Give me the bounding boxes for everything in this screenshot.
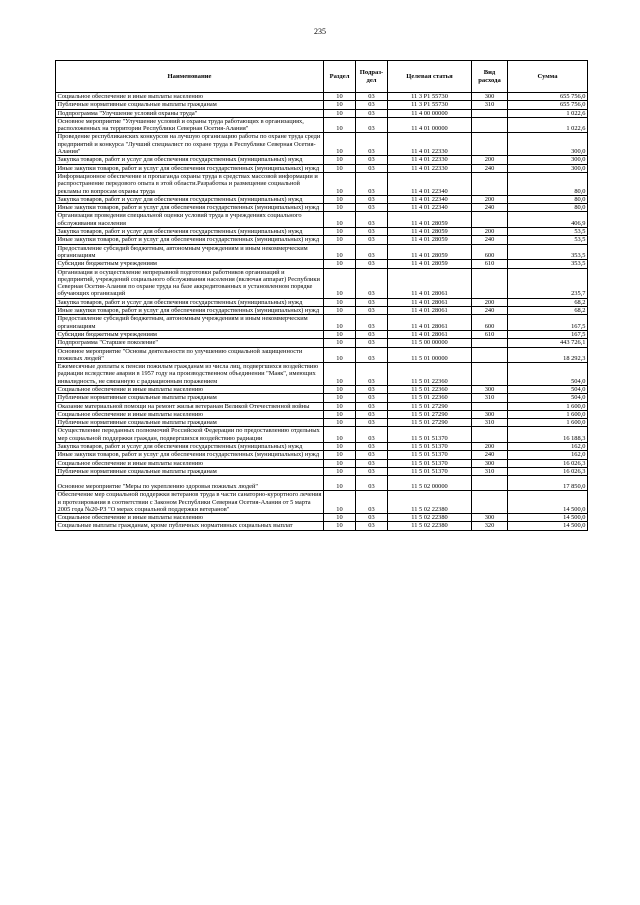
row-name: Закупка товаров, работ и услуг для обеспечения государственных (муниципальных) нужд [56,298,324,306]
row-section: 10 [324,204,356,212]
table-row [56,476,588,491]
row-name: Закупка товаров, работ и услуг для обеспечения государственных (муниципальных) нужд [56,228,324,236]
row-name: Основное мероприятие "Основы деятельности по улучшению социальной защищенности пожилых людей" [56,347,324,363]
row-subsection: 03 [356,307,388,315]
row-sum: 53,5 [508,228,588,236]
row-section: 10 [324,491,356,514]
row-target: 11 5 02 22380 [388,491,472,514]
row-subsection: 03 [356,195,388,203]
row-name: Подпрограмма "Старшее поколение" [56,339,324,347]
row-sum: 162,0 [508,443,588,451]
header-expense-type: Вид расхода [472,61,508,93]
row-name: Иные закупки товаров, работ и услуг для обеспечения государственных (муниципальных) нужд [56,307,324,315]
table-row [56,514,588,522]
row-target: 11 5 01 51370 [388,427,472,443]
row-subsection: 03 [356,514,388,522]
row-target: 11 4 01 28061 [388,268,472,298]
row-name: Публичные нормативные социальные выплаты гражданам [56,419,324,427]
row-sum: 14 500,0 [508,491,588,514]
row-subsection: 03 [356,522,388,530]
row-target: 11 5 01 22360 [388,394,472,402]
row-name: Основное мероприятие "Меры по укреплению здоровья пожилых людей" [56,476,324,491]
row-section: 10 [324,467,356,475]
row-section: 10 [324,236,356,244]
row-name: Иные закупки товаров, работ и услуг для обеспечения государственных (муниципальных) нужд [56,451,324,459]
row-name: Организация проведения специальной оценки условий труда в учреждениях социального обслуживания населения [56,212,324,228]
row-name: Иные закупки товаров, работ и услуг для обеспечения государственных (муниципальных) нужд [56,236,324,244]
row-expense-type [472,212,508,228]
row-name: Субсидии бюджетным учреждениям [56,330,324,338]
row-section: 10 [324,244,356,260]
row-target: 11 4 01 28059 [388,244,472,260]
row-subsection: 03 [356,339,388,347]
table-row [56,394,588,402]
table-row [56,164,588,172]
row-subsection: 03 [356,402,388,410]
row-expense-type: 300 [472,410,508,418]
row-sum: 80,0 [508,195,588,203]
table-row [56,363,588,386]
table-row [56,268,588,298]
row-subsection: 03 [356,491,388,514]
row-expense-type [472,117,508,133]
row-name: Оказание материальной помощи на ремонт жилья ветеранам Великой Отечественной войны [56,402,324,410]
row-sum: 16 026,3 [508,459,588,467]
row-sum: 68,2 [508,298,588,306]
row-subsection: 03 [356,419,388,427]
row-name: Социальное обеспечение и иные выплаты населению [56,459,324,467]
row-name: Закупка товаров, работ и услуг для обеспечения государственных (муниципальных) нужд [56,443,324,451]
row-target: 11 4 01 22330 [388,164,472,172]
table-body [56,93,588,531]
table-row [56,172,588,195]
header-target: Целевая статья [388,61,472,93]
row-subsection: 03 [356,228,388,236]
row-expense-type [472,339,508,347]
header-subsection: Подраз- дел [356,61,388,93]
row-sum: 300,0 [508,156,588,164]
row-expense-type: 240 [472,204,508,212]
row-sum: 162,0 [508,451,588,459]
row-section: 10 [324,268,356,298]
row-section: 10 [324,228,356,236]
row-target: 11 5 01 22360 [388,385,472,393]
row-name: Закупка товаров, работ и услуг для обеспечения государственных (муниципальных) нужд [56,195,324,203]
row-target: 11 4 01 28059 [388,236,472,244]
row-section: 10 [324,156,356,164]
page-number: 235 [314,27,326,36]
row-subsection: 03 [356,394,388,402]
row-expense-type [472,402,508,410]
row-target: 11 4 01 22340 [388,172,472,195]
row-name: Публичные нормативные социальные выплаты гражданам [56,394,324,402]
row-section: 10 [324,419,356,427]
row-target: 11 5 01 51370 [388,467,472,475]
table-row [56,410,588,418]
row-sum: 14 500,0 [508,514,588,522]
row-target: 11 4 01 28059 [388,212,472,228]
row-target: 11 4 01 00000 [388,117,472,133]
row-section: 10 [324,522,356,530]
row-subsection: 03 [356,427,388,443]
row-expense-type: 200 [472,443,508,451]
row-name: Закупка товаров, работ и услуг для обеспечения государственных (муниципальных) нужд [56,156,324,164]
row-sum: 17 850,0 [508,476,588,491]
row-expense-type [472,427,508,443]
row-subsection: 03 [356,212,388,228]
table-row [56,467,588,475]
row-section: 10 [324,451,356,459]
row-expense-type [472,476,508,491]
row-target: 11 5 01 51370 [388,451,472,459]
table-row [56,451,588,459]
row-section: 10 [324,427,356,443]
row-section: 10 [324,402,356,410]
row-section: 10 [324,117,356,133]
row-sum: 80,0 [508,172,588,195]
row-sum: 53,5 [508,236,588,244]
table-row [56,156,588,164]
table-row [56,427,588,443]
row-sum: 353,5 [508,244,588,260]
table-row [56,459,588,467]
table-row [56,522,588,530]
budget-table [55,60,588,531]
table-row [56,101,588,109]
row-section: 10 [324,385,356,393]
row-name: Проведение республиканских конкурсов на лучшую организацию работы по охране труда среди предприятий и конкурса "Лучший специалист по охране труда в Республике Северная Осетия-Алания" [56,133,324,156]
row-expense-type: 310 [472,419,508,427]
row-section: 10 [324,347,356,363]
row-name: Иные закупки товаров, работ и услуг для обеспечения государственных (муниципальных) нужд [56,164,324,172]
row-subsection: 03 [356,101,388,109]
row-expense-type [472,347,508,363]
header-section: Раздел [324,61,356,93]
row-target: 11 4 01 28059 [388,228,472,236]
row-section: 10 [324,476,356,491]
table-row [56,133,588,156]
header-sum: Сумма [508,61,588,93]
row-subsection: 03 [356,164,388,172]
table-row [56,93,588,101]
row-target: 11 4 01 28061 [388,307,472,315]
row-expense-type [472,268,508,298]
row-sum: 655 756,0 [508,93,588,101]
row-expense-type: 200 [472,228,508,236]
row-name: Иные закупки товаров, работ и услуг для обеспечения государственных (муниципальных) нужд [56,204,324,212]
row-name: Основное мероприятие "Улучшение условий и охраны труда работающих в организациях, расположенных на территории Республики Северная Осетия-Алания" [56,117,324,133]
row-section: 10 [324,339,356,347]
row-subsection: 03 [356,347,388,363]
table-row [56,419,588,427]
row-target: 11 4 01 28061 [388,330,472,338]
table-row [56,339,588,347]
row-expense-type: 240 [472,451,508,459]
row-expense-type: 610 [472,260,508,268]
row-expense-type [472,133,508,156]
row-sum: 353,5 [508,260,588,268]
row-subsection: 03 [356,109,388,117]
table-header-row [56,61,588,93]
row-section: 10 [324,410,356,418]
table-row [56,244,588,260]
table-row [56,109,588,117]
row-sum: 167,5 [508,330,588,338]
row-expense-type: 320 [472,522,508,530]
row-target: 11 5 01 27290 [388,402,472,410]
row-target: 11 5 00 00000 [388,339,472,347]
row-sum: 443 726,1 [508,339,588,347]
row-section: 10 [324,109,356,117]
row-target: 11 5 02 22380 [388,514,472,522]
row-subsection: 03 [356,244,388,260]
table-row [56,347,588,363]
row-subsection: 03 [356,459,388,467]
row-target: 11 5 01 27290 [388,419,472,427]
row-expense-type: 240 [472,236,508,244]
row-target: 11 4 01 28061 [388,298,472,306]
row-subsection: 03 [356,385,388,393]
row-name: Предоставление субсидий бюджетным, автономным учреждениям и иным некоммерческим организациям [56,315,324,331]
row-subsection: 03 [356,443,388,451]
row-sum: 235,7 [508,268,588,298]
row-expense-type [472,363,508,386]
row-name: Ежемесячные доплаты к пенсии пожилым гражданам из числа лиц, подвергшихся воздействию радиации вследствие аварии в 1957 году на производственном объединении "Маяк", имеющих инвалидность, не связанную с радиационным поражением [56,363,324,386]
row-section: 10 [324,394,356,402]
table-row [56,330,588,338]
row-section: 10 [324,330,356,338]
row-name: Социальное обеспечение и иные выплаты населению [56,93,324,101]
row-sum: 167,5 [508,315,588,331]
row-sum: 406,9 [508,212,588,228]
row-sum: 14 500,0 [508,522,588,530]
row-subsection: 03 [356,156,388,164]
table-row [56,402,588,410]
row-subsection: 03 [356,204,388,212]
row-sum: 16 026,3 [508,467,588,475]
row-name: Социальное обеспечение и иные выплаты населению [56,385,324,393]
table-row [56,204,588,212]
row-subsection: 03 [356,451,388,459]
row-subsection: 03 [356,330,388,338]
row-section: 10 [324,172,356,195]
row-expense-type: 600 [472,244,508,260]
row-expense-type: 310 [472,101,508,109]
row-section: 10 [324,315,356,331]
row-target: 11 4 01 28059 [388,260,472,268]
row-expense-type: 200 [472,195,508,203]
row-expense-type: 600 [472,315,508,331]
table-row [56,236,588,244]
row-subsection: 03 [356,117,388,133]
row-expense-type: 200 [472,298,508,306]
table-row [56,260,588,268]
table-row [56,307,588,315]
row-name: Предоставление субсидий бюджетным, автономным учреждениям и иным некоммерческим организациям [56,244,324,260]
row-sum: 1 022,6 [508,117,588,133]
row-expense-type: 300 [472,93,508,101]
row-sum: 1 600,0 [508,402,588,410]
row-target: 11 4 00 00000 [388,109,472,117]
row-subsection: 03 [356,363,388,386]
row-name: Осуществление переданных полномочий Российской Федерации по предоставлению отдельных мер социальной поддержки граждан, подвергшихся воздействию радиации [56,427,324,443]
row-section: 10 [324,164,356,172]
table-row [56,443,588,451]
row-expense-type: 300 [472,514,508,522]
row-subsection: 03 [356,260,388,268]
row-sum: 80,0 [508,204,588,212]
row-target: 11 4 01 22340 [388,204,472,212]
row-name: Социальное обеспечение и иные выплаты населению [56,514,324,522]
row-name: Организация и осуществление непрерывной подготовки работников организаций и предприятий, учреждений социального обслуживания населения (включая аппарат) Республики Северная Осетия-Алания по охране труда на базе аккредитованных в установленном порядке обучающих организаций [56,268,324,298]
table-row [56,212,588,228]
row-target: 11 4 01 22330 [388,156,472,164]
row-sum: 1 022,6 [508,109,588,117]
row-sum: 1 600,0 [508,419,588,427]
row-section: 10 [324,514,356,522]
row-subsection: 03 [356,133,388,156]
row-subsection: 03 [356,93,388,101]
row-name: Социальное обеспечение и иные выплаты населению [56,410,324,418]
row-expense-type: 200 [472,156,508,164]
row-sum: 655 756,0 [508,101,588,109]
row-subsection: 03 [356,467,388,475]
row-target: 11 5 02 22380 [388,522,472,530]
row-subsection: 03 [356,476,388,491]
row-sum: 300,0 [508,164,588,172]
row-expense-type: 300 [472,459,508,467]
table-row [56,228,588,236]
row-section: 10 [324,93,356,101]
row-name: Субсидии бюджетным учреждениям [56,260,324,268]
row-expense-type: 240 [472,164,508,172]
row-target: 11 4 01 22340 [388,195,472,203]
row-expense-type [472,172,508,195]
row-name: Социальные выплаты гражданам, кроме публичных нормативных социальных выплат [56,522,324,530]
row-sum: 18 292,3 [508,347,588,363]
row-target: 11 4 01 28061 [388,315,472,331]
row-subsection: 03 [356,410,388,418]
row-expense-type: 310 [472,467,508,475]
row-expense-type [472,109,508,117]
row-name: Обеспечение мер социальной поддержки ветеранов труда в части санаторно-курортного лечения и протезирования в соответствии с Законом Республики Северная Осетия-Алания от 5 марта 2005 года №20-РЗ "О мерах социальной поддержки ветеранов" [56,491,324,514]
row-expense-type: 310 [472,394,508,402]
row-target: 11 5 01 51370 [388,459,472,467]
table-row [56,491,588,514]
row-expense-type: 610 [472,330,508,338]
header-name: Наименование [56,61,324,93]
row-sum: 504,0 [508,363,588,386]
row-subsection: 03 [356,315,388,331]
row-target: 11 3 P1 55730 [388,93,472,101]
row-name: Публичные нормативные социальные выплаты гражданам [56,101,324,109]
row-expense-type [472,491,508,514]
row-target: 11 4 01 22330 [388,133,472,156]
row-section: 10 [324,133,356,156]
table-row [56,385,588,393]
row-target: 11 5 01 51370 [388,443,472,451]
row-target: 11 5 01 22360 [388,363,472,386]
row-section: 10 [324,195,356,203]
row-section: 10 [324,443,356,451]
row-name: Публичные нормативные социальные выплаты гражданам [56,467,324,475]
row-subsection: 03 [356,172,388,195]
table-row [56,315,588,331]
table-row [56,195,588,203]
row-subsection: 03 [356,236,388,244]
row-sum: 504,0 [508,394,588,402]
row-target: 11 5 01 00000 [388,347,472,363]
row-section: 10 [324,212,356,228]
row-expense-type: 240 [472,307,508,315]
row-sum: 1 600,0 [508,410,588,418]
row-section: 10 [324,363,356,386]
row-section: 10 [324,307,356,315]
row-target: 11 3 P1 55730 [388,101,472,109]
row-section: 10 [324,101,356,109]
row-target: 11 5 01 27290 [388,410,472,418]
row-subsection: 03 [356,268,388,298]
row-sum: 16 188,3 [508,427,588,443]
table-row [56,117,588,133]
row-section: 10 [324,260,356,268]
row-sum: 504,0 [508,385,588,393]
row-expense-type: 300 [472,385,508,393]
row-section: 10 [324,298,356,306]
row-section: 10 [324,459,356,467]
row-sum: 300,0 [508,133,588,156]
row-target: 11 5 02 00000 [388,476,472,491]
row-subsection: 03 [356,298,388,306]
row-name: Подпрограмма "Улучшение условий охраны труда" [56,109,324,117]
row-sum: 68,2 [508,307,588,315]
table-row [56,298,588,306]
row-name: Информационное обеспечение и пропаганда охраны труда в средствах массовой информации и распространение передового опыта в этой области.Разработка и размещение социальной рекламы по вопросам охраны труда [56,172,324,195]
